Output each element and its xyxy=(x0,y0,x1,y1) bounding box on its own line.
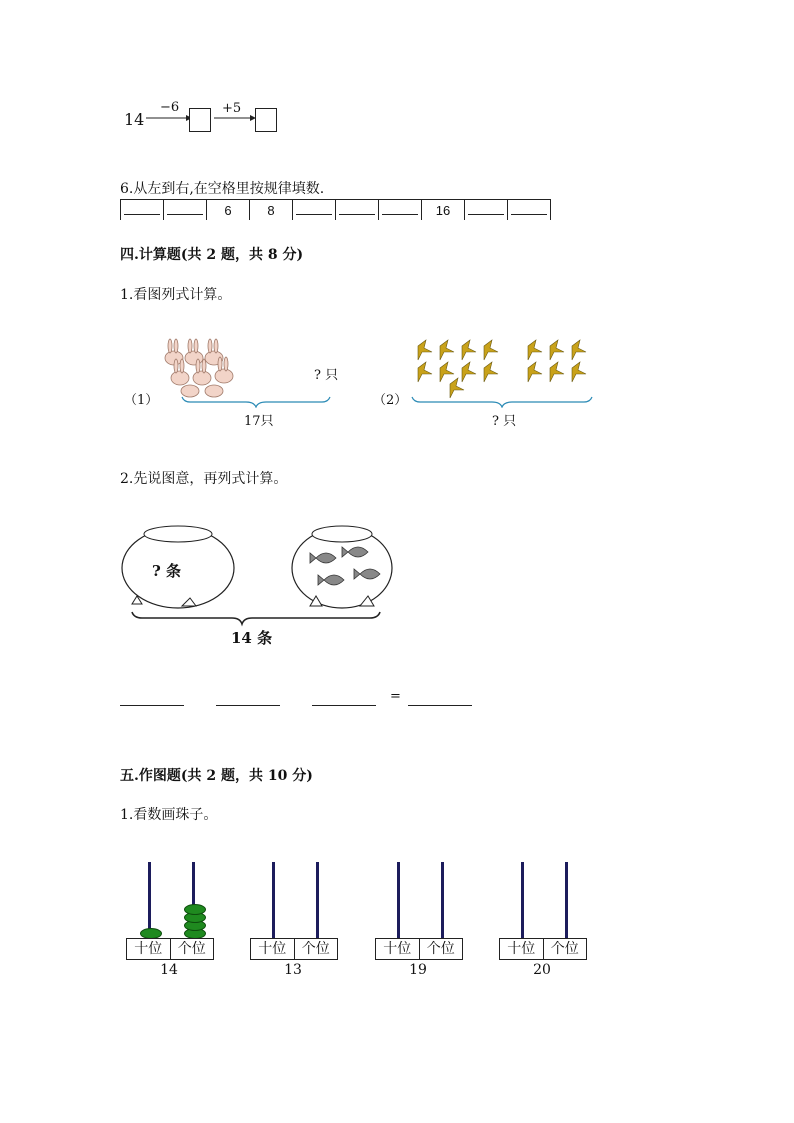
sequence-blank[interactable] xyxy=(468,202,504,215)
answer-box-1[interactable] xyxy=(189,108,211,132)
sequence-blank[interactable] xyxy=(124,202,160,215)
sequence-blank[interactable] xyxy=(296,202,332,215)
sequence-cell: 16 xyxy=(422,200,465,221)
abacus-number: 20 xyxy=(533,962,551,978)
abacus[interactable] xyxy=(126,860,214,982)
sequence-cell[interactable] xyxy=(465,200,508,221)
tens-label: 十位 xyxy=(376,939,420,959)
answer-blank-2[interactable] xyxy=(216,704,280,706)
tens-rod[interactable] xyxy=(521,862,524,938)
part1-question: ? 只 xyxy=(314,368,339,383)
ones-rod[interactable] xyxy=(316,862,319,938)
sequence-cell: 6 xyxy=(207,200,250,221)
section5-q1-prompt: 1.看数画珠子。 xyxy=(120,807,218,823)
tens-rod[interactable] xyxy=(148,862,151,938)
bowl-question: ? 条 xyxy=(152,562,182,580)
tens-rod[interactable] xyxy=(397,862,400,938)
abacus-number: 13 xyxy=(284,962,302,978)
tens-label: 十位 xyxy=(500,939,544,959)
place-value-labels xyxy=(375,938,463,960)
tens-label: 十位 xyxy=(251,939,295,959)
abacus[interactable] xyxy=(375,860,463,982)
section5-heading: 五.作图题(共 2 题，共 10 分) xyxy=(120,768,313,784)
abacus[interactable] xyxy=(250,860,338,982)
total-fish: 14 条 xyxy=(231,629,273,647)
q1-prompt: 1.看图列式计算。 xyxy=(120,287,232,303)
answer-blank-1[interactable] xyxy=(120,704,184,706)
equals-sign: = xyxy=(390,689,401,704)
sequence-cell: 8 xyxy=(250,200,293,221)
sequence-cell[interactable] xyxy=(121,200,164,221)
ones-bead xyxy=(184,904,206,915)
arrow-op1: −6 xyxy=(160,100,180,115)
sequence-blank[interactable] xyxy=(167,202,203,215)
ones-label: 个位 xyxy=(301,941,330,957)
answer-blank-3[interactable] xyxy=(312,704,376,706)
sequence-blank[interactable] xyxy=(382,202,418,215)
ones-label: 个位 xyxy=(177,941,206,957)
part2-label: （2） xyxy=(373,393,408,408)
arrow-op2: +5 xyxy=(222,101,242,116)
part1-label: （1） xyxy=(124,393,159,408)
ones-rod[interactable] xyxy=(565,862,568,938)
section4-heading: 四.计算题(共 2 题，共 8 分) xyxy=(120,247,304,263)
abacus[interactable] xyxy=(499,860,587,982)
tens-label: 十位 xyxy=(127,939,171,959)
sequence-blank[interactable] xyxy=(339,202,375,215)
part1-total: 17只 xyxy=(244,414,274,429)
bracket-part1 xyxy=(180,396,332,408)
q6-prompt: 6.从左到右,在空格里按规律填数. xyxy=(120,181,325,197)
sequence-cell[interactable] xyxy=(508,200,551,221)
sequence-cell[interactable] xyxy=(379,200,422,221)
abacus-number: 19 xyxy=(409,962,427,978)
sequence-cell[interactable] xyxy=(293,200,336,221)
place-value-labels xyxy=(499,938,587,960)
sequence-cell[interactable] xyxy=(164,200,207,221)
answer-blank-4[interactable] xyxy=(408,704,472,706)
ones-rod[interactable] xyxy=(441,862,444,938)
rabbits-icon xyxy=(160,336,240,398)
ones-label: 个位 xyxy=(550,941,579,957)
tens-rod[interactable] xyxy=(272,862,275,938)
part2-total: ? 只 xyxy=(492,414,517,429)
place-value-labels xyxy=(250,938,338,960)
abacus-number: 14 xyxy=(160,962,178,978)
bracket-part2 xyxy=(410,396,594,408)
arrow-start-number: 14 xyxy=(124,110,145,129)
sequence-cell[interactable] xyxy=(336,200,379,221)
q2-prompt: 2.先说图意，再列式计算。 xyxy=(120,471,288,487)
sequence-table xyxy=(120,199,551,220)
birds-icon xyxy=(408,334,596,400)
answer-box-2[interactable] xyxy=(255,108,277,132)
sequence-blank[interactable] xyxy=(511,202,547,215)
ones-label: 个位 xyxy=(426,941,455,957)
place-value-labels xyxy=(126,938,214,960)
